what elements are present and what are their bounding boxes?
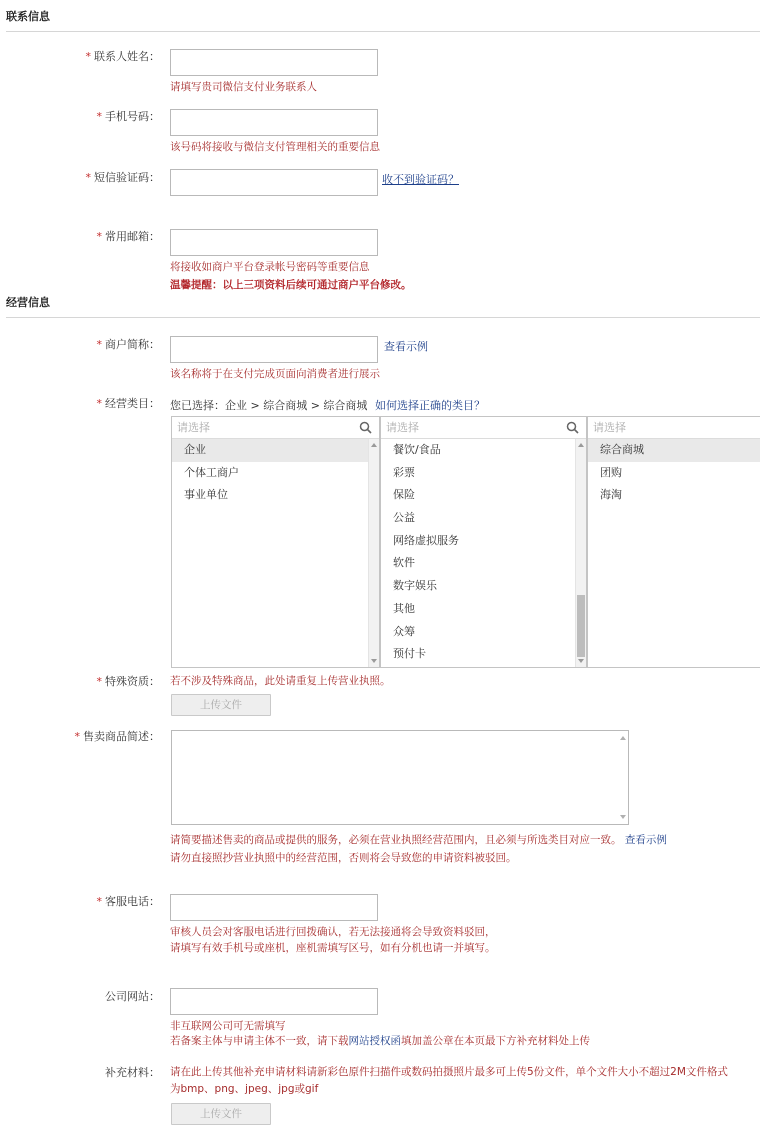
list-item[interactable]: 企业 (172, 439, 379, 462)
list-item[interactable]: 综合商城 (588, 439, 760, 462)
list-item[interactable]: 事业单位 (184, 488, 228, 502)
required-mark: * (96, 895, 102, 908)
contact-name-label: * 联系人姓名： (85, 50, 160, 63)
website-label: 公司网站： (105, 990, 160, 1003)
required-mark: * (85, 171, 91, 184)
special-qualification-label: * 特殊资质： (96, 675, 160, 688)
short-name-input[interactable] (170, 336, 378, 363)
list-item[interactable]: 保险 (393, 488, 415, 502)
extra-upload-button[interactable]: 上传文件 (171, 1103, 271, 1125)
list-item[interactable]: 餐饮/食品 (393, 443, 441, 456)
list-item[interactable]: 众筹 (393, 624, 415, 638)
category-label: * 经营类目： (96, 397, 160, 410)
category-search-2 (381, 417, 586, 439)
email-hint: 将接收如商户平台登录帐号密码等重要信息 (170, 261, 370, 273)
category-search-input-3[interactable] (588, 417, 748, 437)
list-item[interactable]: 预付卡 (393, 647, 426, 661)
scroll-down-arrow-icon[interactable] (371, 659, 377, 663)
scrollbar-thumb[interactable] (577, 595, 585, 657)
required-mark: * (96, 230, 102, 243)
scrollbar[interactable] (575, 439, 586, 667)
required-mark: * (96, 397, 102, 410)
cs-phone-label: * 客服电话： (96, 895, 160, 908)
extra-materials-label: 补充材料： (105, 1066, 160, 1079)
scroll-down-arrow-icon[interactable] (578, 659, 584, 663)
phone-input[interactable] (170, 109, 378, 136)
scrollbar[interactable] (368, 439, 379, 667)
scroll-up-arrow-icon[interactable] (578, 443, 584, 447)
section-title-contact: 联系信息 (6, 10, 50, 23)
extra-materials-hint-2: 为bmp、png、jpeg、jpg或gif (170, 1083, 319, 1095)
list-item[interactable]: 网络虚拟服务 (393, 533, 459, 547)
category-column-1 (171, 416, 380, 668)
category-selected-text: 您已选择：企业 > 综合商城 > 综合商城 (170, 399, 368, 412)
list-item[interactable]: 数字娱乐 (393, 579, 437, 593)
goods-description-textarea[interactable] (171, 730, 629, 825)
category-help-link[interactable]: 如何选择正确的类目？ (375, 399, 485, 412)
sms-code-label: * 短信验证码： (85, 171, 160, 184)
cs-phone-hint: 审核人员会对客服电话进行回拨确认，若无法接通将会导致资料驳回， (170, 926, 496, 938)
cs-phone-hint-2: 请填写有效手机号或座机，座机需填写区号，如有分机也请一并填写。 (170, 942, 496, 954)
phone-hint: 该号码将接收与微信支付管理相关的重要信息 (170, 141, 380, 153)
category-list-1 (172, 439, 379, 507)
short-name-example-link[interactable]: 查看示例 (384, 340, 428, 353)
sms-help-link[interactable]: 收不到验证码？ (382, 173, 459, 186)
category-column-2 (380, 416, 587, 668)
scroll-up-arrow-icon[interactable] (620, 736, 626, 740)
search-icon[interactable] (566, 421, 579, 434)
list-item[interactable]: 海淘 (600, 488, 622, 502)
authorization-letter-link[interactable]: 网站授权函 (348, 1035, 401, 1047)
goods-description-hint-2: 请勿直接照抄营业执照中的经营范围，否则将会导致您的申请资料被驳回。 (170, 852, 517, 864)
contact-name-input[interactable] (170, 49, 378, 76)
required-mark: * (96, 110, 102, 123)
list-item[interactable]: 公益 (393, 511, 415, 525)
scroll-up-arrow-icon[interactable] (371, 443, 377, 447)
required-mark: * (96, 675, 102, 688)
required-mark: * (85, 50, 91, 63)
website-hint: 非互联网公司可无需填写 (170, 1020, 286, 1032)
contact-name-hint: 请填写贵司微信支付业务联系人 (170, 81, 317, 93)
extra-materials-hint: 请在此上传其他补充申请材料请新彩色原件扫描件或数码拍摄照片最多可上传5份文件，单个文件大小不超过2M文件格式 (170, 1066, 728, 1078)
section-title-business: 经营信息 (6, 296, 50, 309)
scrollbar[interactable] (618, 731, 628, 824)
email-label: * 常用邮箱： (96, 230, 160, 243)
category-search-1 (172, 417, 379, 439)
phone-label: * 手机号码： (96, 110, 160, 123)
email-input[interactable] (170, 229, 378, 256)
website-hint-2: 若备案主体与申请主体不一致，请下载网站授权函填加盖公章在本页最下方补充材料处上传 (170, 1035, 590, 1047)
list-item[interactable]: 软件 (393, 556, 415, 570)
category-list-3 (588, 439, 760, 507)
website-input[interactable] (170, 988, 378, 1015)
list-item[interactable]: 彩票 (393, 465, 415, 479)
section-divider (6, 317, 760, 318)
list-item[interactable]: 团购 (600, 465, 622, 479)
search-icon[interactable] (359, 421, 372, 434)
required-mark: * (74, 730, 80, 743)
required-mark: * (96, 338, 102, 351)
goods-example-link[interactable]: 查看示例 (624, 834, 667, 846)
category-column-3 (587, 416, 760, 668)
list-item[interactable]: 其他 (393, 601, 415, 615)
category-list-2 (381, 439, 586, 666)
sms-code-input[interactable] (170, 169, 378, 196)
short-name-hint: 该名称将于在支付完成页面向消费者进行展示 (170, 368, 380, 380)
category-search-input-1[interactable] (172, 417, 342, 437)
goods-description-label: * 售卖商品简述： (74, 730, 160, 743)
list-item[interactable]: 个体工商户 (184, 465, 239, 479)
short-name-label: * 商户简称： (96, 338, 160, 351)
category-search-input-2[interactable] (381, 417, 551, 437)
special-upload-button[interactable]: 上传文件 (171, 694, 271, 716)
warm-tip: 温馨提醒：以上三项资料后续可通过商户平台修改。 (170, 279, 412, 291)
special-qualification-hint: 若不涉及特殊商品，此处请重复上传营业执照。 (170, 675, 391, 687)
category-search-3 (588, 417, 760, 439)
goods-description-hint: 请简要描述售卖的商品或提供的服务，必须在营业执照经营范围内，且必须与所选类目对应一致。 查看示例 (170, 834, 667, 846)
scroll-down-arrow-icon[interactable] (620, 815, 626, 819)
cs-phone-input[interactable] (170, 894, 378, 921)
section-divider (6, 31, 760, 32)
